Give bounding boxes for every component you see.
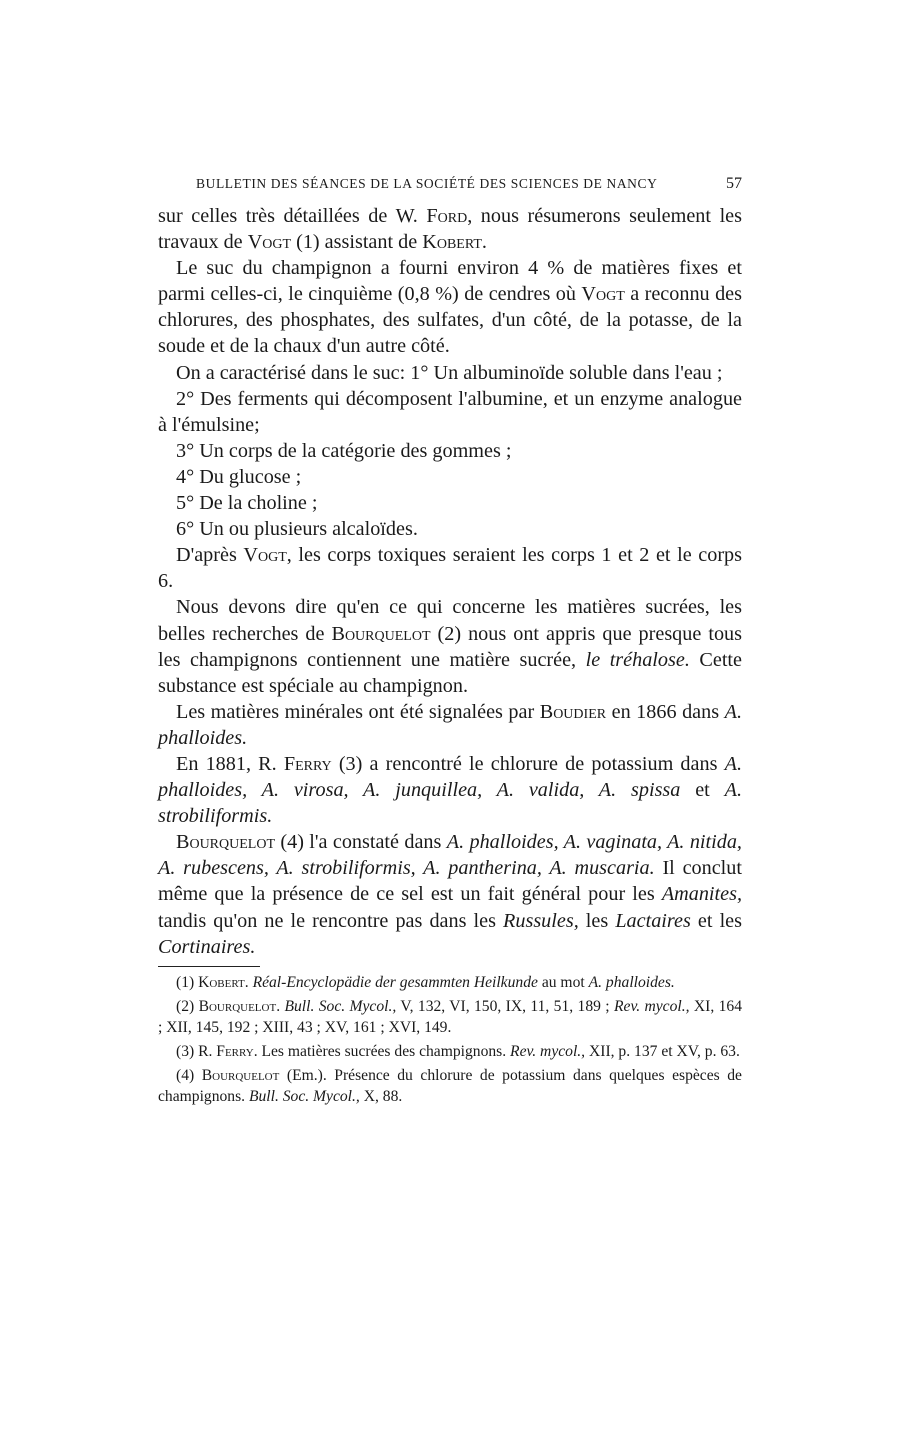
- text: tandis qu'on ne le rencontre pas dans les: [158, 909, 504, 932]
- text: Le suc du champignon a fourni environ 4 % de matières fixes et parmi celles-ci, le cinquième (0,8 %) de cendres où: [158, 257, 742, 306]
- text: Cette substance est spéciale au champignon.: [158, 648, 742, 697]
- author-name: Vogt: [243, 544, 287, 567]
- author-name: Ford: [426, 205, 468, 227]
- text: XI, 164 ; XII, 145, 192 ; XIII, 43 ; XV, 161 ; XVI, 149.: [158, 998, 743, 1036]
- paragraph-3: On a caractérisé dans le suc: 1° Un albuminoïde soluble dans l'eau ;: [176, 361, 723, 384]
- text: (3) R.: [176, 1042, 217, 1060]
- text: .: [481, 231, 487, 254]
- species-name: A. strobiliformis.: [158, 779, 742, 828]
- list-item: 5° De la choline ;: [176, 492, 318, 515]
- text: Il conclut même que la présence de ce sel est un fait général pour les: [158, 857, 742, 906]
- text: D'après: [176, 544, 244, 567]
- list-item: 4° Du glucose ;: [176, 465, 302, 488]
- author-name: Bourquelot: [331, 622, 431, 645]
- author-name: Bourquelot: [201, 1067, 280, 1085]
- species-name: A. phalloides.: [158, 700, 742, 749]
- footnote-3: [158, 1042, 742, 1062]
- author-name: Kobert: [422, 231, 482, 254]
- italic-term: Lactaires: [615, 909, 691, 932]
- text: Les matières minérales ont été signalées par: [176, 700, 540, 723]
- paragraph-4: [158, 542, 742, 594]
- text: a reconnu des chlorures, des phosphates, des sulfates, d'un côté, de la potasse, de la soude et de la chaux d'un autre côté.: [158, 283, 743, 358]
- paragraph-6: [158, 699, 742, 751]
- text: et: [680, 779, 725, 802]
- work-title: Réal-Encyclopädie der gesammten Heilkunde: [252, 973, 538, 991]
- text: (2) nous ont appris que presque tous les champignons contiennent une matière sucrée,: [158, 622, 742, 671]
- species-name: A. phalloides, A. vaginata, A. nitida, A. rubescens, A. strobiliformis, A. pantherina, A. muscaria.: [158, 831, 742, 880]
- text: XII, p. 137 et XV, p. 63.: [585, 1042, 740, 1060]
- body-text: [158, 203, 742, 960]
- list-item: 6° Un ou plusieurs alcaloïdes.: [176, 518, 418, 541]
- journal-name: Bull. Soc. Mycol.,: [284, 998, 397, 1016]
- text: .: [244, 973, 253, 991]
- text: En 1881, R.: [176, 752, 284, 775]
- header-title: BULLETIN DES SÉANCES DE LA SOCIÉTÉ DES SCIENCES DE NANCY: [196, 176, 658, 191]
- text: Nous devons dire qu'en ce qui concerne les matières sucrées, les belles recherches de: [158, 596, 742, 645]
- text: sur celles très détaillées de W.: [158, 205, 427, 227]
- list-item: 2° Des ferments qui décomposent l'albumine, et un enzyme analogue à l'émulsine;: [158, 387, 742, 436]
- text: , les corps toxiques seraient les corps 1 et 2 et le corps 6.: [158, 544, 742, 593]
- page: [158, 175, 742, 1111]
- journal-name: Bull. Soc. Mycol.,: [248, 1087, 360, 1105]
- page-number: 57: [726, 175, 742, 192]
- author-name: Ferry: [216, 1042, 254, 1060]
- text: (2): [176, 998, 199, 1016]
- species-name: A. phalloides, A. virosa, A. junquillea, A. valida, A. spissa: [158, 752, 742, 802]
- text: , nous résumerons seulement les travaux de: [158, 205, 743, 254]
- author-name: Bourquelot: [176, 831, 276, 854]
- italic-term: Cortinaires.: [158, 935, 256, 958]
- italic-term: Russules,: [503, 909, 579, 932]
- text: (1) assistant de: [291, 231, 423, 254]
- author-name: Bourquelot: [198, 998, 277, 1016]
- italic-term: Amanites,: [661, 883, 742, 906]
- author-name: Boudier: [539, 700, 607, 723]
- author-name: Vogt: [247, 231, 292, 254]
- text: et les: [690, 909, 742, 932]
- species-name: A. phalloides.: [588, 973, 675, 991]
- text: V, 132, VI, 150, IX, 11, 51, 189 ;: [396, 998, 614, 1016]
- italic-term: le tréhalose.: [585, 648, 690, 671]
- text: .: [276, 998, 285, 1016]
- footnotes: [158, 973, 742, 1107]
- text: (4) l'a constaté dans: [275, 831, 447, 854]
- text: . Les matières sucrées des champignons.: [253, 1042, 511, 1060]
- author-name: Vogt: [581, 283, 625, 306]
- running-header: [196, 175, 742, 193]
- text: (3) a rencontré le chlorure de potassium dans: [331, 752, 725, 775]
- author-name: Ferry: [283, 752, 332, 775]
- text: au mot: [537, 973, 589, 991]
- footnote-divider: [158, 966, 260, 967]
- paragraph-5: [158, 594, 742, 698]
- text: (1): [176, 973, 199, 991]
- paragraph-2: [158, 255, 742, 359]
- journal-name: Rev. mycol.,: [614, 998, 690, 1016]
- text: X, 88.: [359, 1087, 403, 1105]
- journal-name: Rev. mycol.,: [510, 1042, 586, 1060]
- footnote-1: [158, 973, 742, 993]
- paragraph-1: [158, 203, 742, 255]
- text: les: [578, 909, 616, 932]
- footnote-4: [158, 1066, 742, 1107]
- paragraph-8: [158, 829, 742, 959]
- text: (Em.). Présence du chlorure de potassium dans quelques espèces de champignons.: [158, 1067, 742, 1105]
- list-item: 3° Un corps de la catégorie des gommes ;: [176, 439, 512, 462]
- text: en 1866 dans: [606, 700, 725, 723]
- author-name: Kobert: [198, 973, 245, 991]
- text: (4): [176, 1067, 202, 1085]
- footnote-2: [158, 997, 742, 1038]
- paragraph-7: [158, 751, 742, 829]
